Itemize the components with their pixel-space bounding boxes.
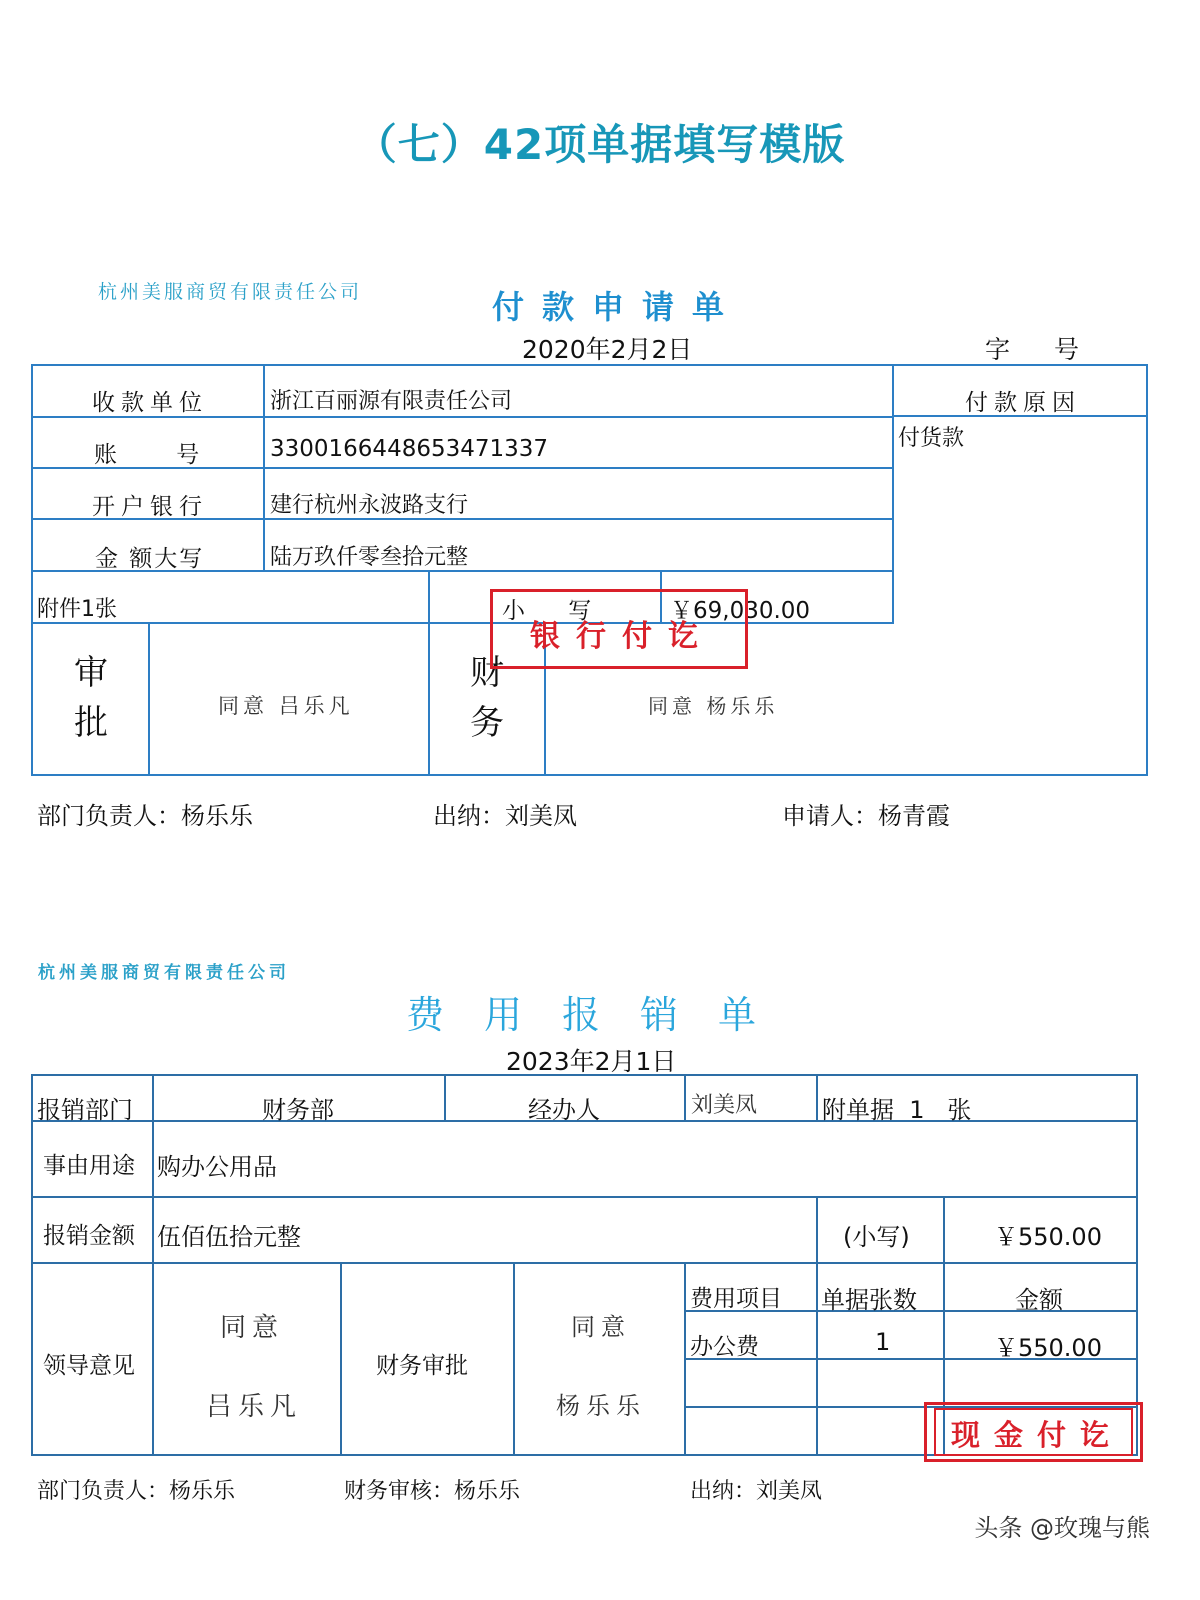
reason-value: 付货款 — [898, 426, 965, 451]
reason-label: 付款原因 — [965, 390, 1081, 416]
finance-label-1: 财 — [470, 653, 504, 693]
dept-head: 部门负责人：杨乐乐 — [37, 1479, 236, 1504]
finance-signature: 杨乐乐 — [556, 1392, 646, 1420]
amount-words-label: 金 额大写 — [95, 546, 205, 572]
finance-label-2: 务 — [470, 703, 504, 743]
dept-label: 报销部门 — [37, 1096, 133, 1124]
finance-approval-label: 财务审批 — [376, 1353, 468, 1379]
item-count: 1 — [875, 1328, 891, 1356]
attachments-count: 附件1张 — [37, 597, 117, 622]
col-header-amount: 金额 — [1015, 1286, 1063, 1314]
account-value: 3300166448653471337 — [270, 436, 549, 462]
item-amount: ￥550.00 — [994, 1334, 1102, 1362]
label-column — [31, 1074, 154, 1456]
col-header-item: 费用项目 — [690, 1286, 782, 1312]
page-title: （七）42项单据填写模版 — [354, 120, 846, 169]
item-name: 办公费 — [690, 1334, 759, 1360]
form-title: 付款申请单 — [492, 288, 743, 326]
bank-value: 建行杭州永波路支行 — [270, 493, 469, 518]
dept-value: 财务部 — [262, 1096, 334, 1124]
attachments-count: 附单据 1 张 — [822, 1096, 972, 1124]
amount-label: 报销金额 — [43, 1223, 135, 1249]
col-header-count: 单据张数 — [821, 1286, 917, 1314]
cashier: 出纳：刘美凤 — [690, 1479, 823, 1504]
serial-number-label: 字 号 — [985, 335, 1097, 364]
company-name: 杭州美服商贸有限责任公司 — [38, 963, 290, 983]
account-label: 账 号 — [94, 442, 206, 468]
approval-signature: 同意 吕乐凡 — [218, 694, 354, 718]
handler-value: 刘美凤 — [691, 1093, 758, 1118]
bank-label: 开户银行 — [92, 494, 208, 520]
dept-head: 部门负责人：杨乐乐 — [37, 802, 253, 830]
amount-words: 伍佰伍拾元整 — [157, 1223, 301, 1251]
amount-words-value: 陆万玖仟零叁拾元整 — [270, 545, 469, 570]
leader-opinion-label: 领导意见 — [43, 1353, 135, 1379]
cashier: 出纳：刘美凤 — [433, 802, 577, 830]
bank-paid-stamp-text: 银行付讫 — [530, 619, 714, 654]
finance-reviewer: 财务审核：杨乐乐 — [344, 1479, 521, 1504]
approval-label-1: 审 — [74, 653, 108, 693]
cash-paid-stamp-text: 现金付讫 — [951, 1418, 1124, 1452]
purpose-label: 事由用途 — [43, 1153, 135, 1179]
purpose-value: 购办公用品 — [157, 1153, 277, 1181]
leader-agree: 同意 — [220, 1313, 285, 1343]
applicant: 申请人：杨青霞 — [782, 802, 950, 830]
finance-signature: 同意 杨乐乐 — [648, 694, 779, 718]
small-amount-value: ￥550.00 — [994, 1223, 1102, 1251]
form-date: 2023年2月1日 — [506, 1047, 677, 1076]
small-amount-label: (小写) — [843, 1223, 910, 1251]
form-title: 费用报销单 — [406, 993, 797, 1037]
form-date: 2020年2月2日 — [522, 335, 693, 364]
small-amount-label: 小 写 — [502, 598, 610, 624]
handler-label: 经办人 — [528, 1096, 600, 1124]
approval-label-2: 批 — [74, 703, 108, 743]
payee-label: 收款单位 — [92, 390, 208, 416]
finance-agree: 同意 — [571, 1313, 631, 1341]
company-name: 杭州美服商贸有限责任公司 — [98, 281, 363, 303]
payee-value: 浙江百丽源有限责任公司 — [270, 389, 513, 414]
leader-signature: 吕乐凡 — [206, 1392, 303, 1422]
watermark: 头条 @玫瑰与熊 — [974, 1514, 1150, 1542]
small-amount-value: ￥69,030.00 — [670, 598, 811, 624]
